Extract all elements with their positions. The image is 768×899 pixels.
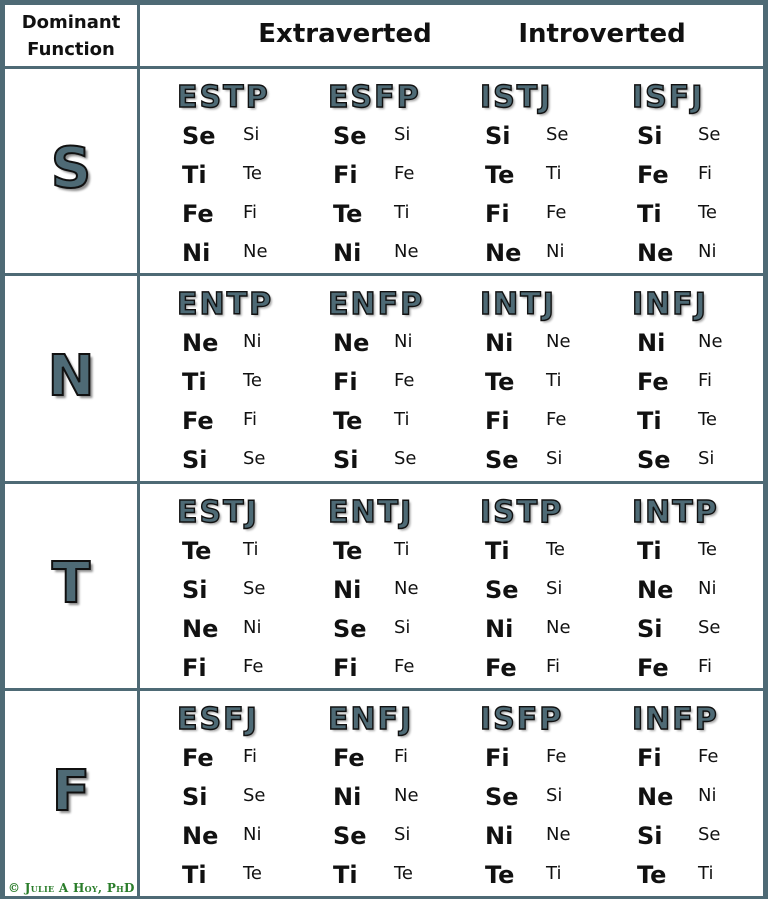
type-name: ISFJ [632, 80, 705, 115]
function-opposite: Si [546, 785, 563, 806]
function-opposite: Se [243, 448, 266, 469]
dominant-function-label [5, 9, 137, 63]
function-primary: Ni [333, 239, 362, 267]
row-label-cell-s [5, 69, 137, 273]
function-opposite: Ni [698, 785, 717, 806]
function-primary: Si [333, 446, 359, 474]
function-primary: Ne [182, 822, 219, 850]
function-primary: Te [485, 161, 515, 189]
function-primary: Te [637, 861, 667, 889]
row-types-cell-s [140, 69, 763, 273]
function-opposite: Ni [243, 617, 262, 638]
function-opposite: Ti [698, 863, 714, 884]
function-primary: Ni [485, 329, 514, 357]
function-primary: Fe [637, 161, 669, 189]
type-name: ISFP [480, 702, 564, 737]
function-opposite: Se [698, 617, 721, 638]
function-primary: Te [182, 537, 212, 565]
function-primary: Fi [333, 368, 358, 396]
function-primary: Fi [333, 161, 358, 189]
function-opposite: Ti [546, 370, 562, 391]
type-name: ESTJ [177, 495, 259, 530]
function-primary: Si [637, 615, 663, 643]
function-primary: Se [333, 615, 367, 643]
function-primary: Ne [182, 615, 219, 643]
function-opposite: Ne [546, 331, 571, 352]
function-opposite: Ni [546, 241, 565, 262]
function-primary: Ni [333, 783, 362, 811]
function-opposite: Si [546, 578, 563, 599]
function-primary: Ti [637, 537, 662, 565]
function-primary: Te [333, 537, 363, 565]
function-primary: Ni [182, 239, 211, 267]
function-opposite: Fe [546, 202, 567, 223]
function-opposite: Ne [394, 578, 419, 599]
function-primary: Fe [333, 744, 365, 772]
function-primary: Fi [333, 654, 358, 682]
dominant-function-letter: F [51, 758, 91, 824]
type-name: ISTJ [480, 80, 553, 115]
row-types-cell-t [140, 484, 763, 688]
function-opposite: Si [394, 824, 411, 845]
function-primary: Te [333, 407, 363, 435]
type-name: INFP [632, 702, 719, 737]
corner-label-line2: Function [27, 39, 115, 60]
function-opposite: Te [394, 863, 414, 884]
function-primary: Ne [485, 239, 522, 267]
function-primary: Fe [637, 654, 669, 682]
function-opposite: Se [698, 124, 721, 145]
function-primary: Ne [637, 576, 674, 604]
function-primary: Fe [485, 654, 517, 682]
type-name: INTJ [480, 287, 556, 322]
function-opposite: Ni [394, 331, 413, 352]
function-primary: Ti [637, 200, 662, 228]
function-opposite: Fe [394, 370, 415, 391]
function-opposite: Ti [394, 539, 410, 560]
type-name: ISTP [480, 495, 564, 530]
function-opposite: Fe [546, 409, 567, 430]
function-opposite: Ne [698, 331, 723, 352]
function-primary: Ne [637, 239, 674, 267]
function-opposite: Te [243, 370, 263, 391]
row-label-cell-t [5, 484, 137, 688]
function-primary: Si [182, 446, 208, 474]
function-opposite: Fi [698, 656, 713, 677]
function-primary: Fi [485, 407, 510, 435]
function-opposite: Ne [243, 241, 268, 262]
function-opposite: Se [243, 785, 266, 806]
row-label-cell-f [5, 691, 137, 896]
function-opposite: Ni [243, 824, 262, 845]
function-primary: Si [637, 822, 663, 850]
function-opposite: Se [546, 124, 569, 145]
type-name: ENTJ [328, 495, 414, 530]
copyright-notice: © Julie A Hoy, PhD [8, 881, 135, 895]
function-opposite: Si [243, 124, 260, 145]
function-primary: Ni [485, 615, 514, 643]
type-name: ESTP [177, 80, 270, 115]
function-primary: Fi [485, 744, 510, 772]
function-primary: Se [333, 822, 367, 850]
function-primary: Si [637, 122, 663, 150]
function-primary: Ni [333, 576, 362, 604]
function-opposite: Fe [394, 163, 415, 184]
function-primary: Si [485, 122, 511, 150]
function-primary: Ne [182, 329, 219, 357]
function-opposite: Ni [243, 331, 262, 352]
function-opposite: Fi [698, 370, 713, 391]
row-label-cell-n [5, 276, 137, 481]
function-primary: Ni [485, 822, 514, 850]
type-name: ENFP [328, 287, 425, 322]
row-types-cell-n [140, 276, 763, 481]
function-opposite: Fe [546, 746, 567, 767]
function-opposite: Ni [698, 241, 717, 262]
dominant-function-letter: T [51, 551, 91, 616]
corner-label-line1: Dominant [21, 12, 121, 33]
function-opposite: Si [546, 448, 563, 469]
function-opposite: Ti [394, 202, 410, 223]
function-primary: Se [182, 122, 216, 150]
function-primary: Ti [333, 861, 358, 889]
function-primary: Ni [637, 329, 666, 357]
function-primary: Ti [182, 161, 207, 189]
function-primary: Fe [637, 368, 669, 396]
function-primary: Se [637, 446, 671, 474]
function-opposite: Fi [243, 409, 258, 430]
function-primary: Ti [485, 537, 510, 565]
function-opposite: Ti [546, 863, 562, 884]
function-primary: Se [485, 576, 519, 604]
type-name: INTP [632, 495, 719, 530]
function-primary: Ti [182, 368, 207, 396]
function-opposite: Ni [698, 578, 717, 599]
function-primary: Se [485, 446, 519, 474]
function-opposite: Fi [546, 656, 561, 677]
function-opposite: Se [394, 448, 417, 469]
function-opposite: Te [698, 539, 718, 560]
function-opposite: Ti [546, 163, 562, 184]
function-opposite: Si [394, 617, 411, 638]
function-primary: Te [485, 368, 515, 396]
function-opposite: Te [243, 863, 263, 884]
function-opposite: Fi [394, 746, 409, 767]
function-opposite: Fe [394, 656, 415, 677]
type-name: ESFJ [177, 702, 259, 737]
function-opposite: Ne [546, 617, 571, 638]
extraverted-heading: Extraverted [258, 19, 432, 49]
function-primary: Fe [182, 744, 214, 772]
function-opposite: Se [243, 578, 266, 599]
function-primary: Fe [182, 200, 214, 228]
function-opposite: Fi [243, 746, 258, 767]
introverted-heading: Introverted [518, 19, 686, 49]
function-opposite: Te [243, 163, 263, 184]
function-opposite: Te [698, 202, 718, 223]
type-name: INFJ [632, 287, 708, 322]
function-primary: Ne [637, 783, 674, 811]
function-opposite: Te [698, 409, 718, 430]
function-opposite: Fi [243, 202, 258, 223]
function-opposite: Si [394, 124, 411, 145]
function-opposite: Fe [243, 656, 264, 677]
row-types-cell-f [140, 691, 763, 896]
function-opposite: Fi [698, 163, 713, 184]
function-opposite: Ti [394, 409, 410, 430]
function-primary: Fi [182, 654, 207, 682]
function-primary: Fi [637, 744, 662, 772]
function-primary: Te [485, 861, 515, 889]
dominant-function-letter: S [50, 136, 92, 201]
function-opposite: Ti [243, 539, 259, 560]
type-name: ENFJ [328, 702, 414, 737]
function-primary: Se [333, 122, 367, 150]
type-name: ENTP [177, 287, 274, 322]
type-name: ESFP [328, 80, 421, 115]
function-primary: Si [182, 783, 208, 811]
function-primary: Te [333, 200, 363, 228]
header-corner-cell [5, 5, 137, 66]
function-opposite: Se [698, 824, 721, 845]
header-attitude-cell [140, 5, 763, 66]
function-primary: Fe [182, 407, 214, 435]
function-opposite: Te [546, 539, 566, 560]
function-primary: Se [485, 783, 519, 811]
function-opposite: Ne [394, 785, 419, 806]
function-primary: Si [182, 576, 208, 604]
dominant-function-letter: N [47, 343, 95, 409]
function-primary: Ti [637, 407, 662, 435]
function-opposite: Si [698, 448, 715, 469]
function-opposite: Ne [394, 241, 419, 262]
function-opposite: Fe [698, 746, 719, 767]
function-opposite: Ne [546, 824, 571, 845]
function-primary: Ne [333, 329, 370, 357]
function-primary: Fi [485, 200, 510, 228]
function-primary: Ti [182, 861, 207, 889]
